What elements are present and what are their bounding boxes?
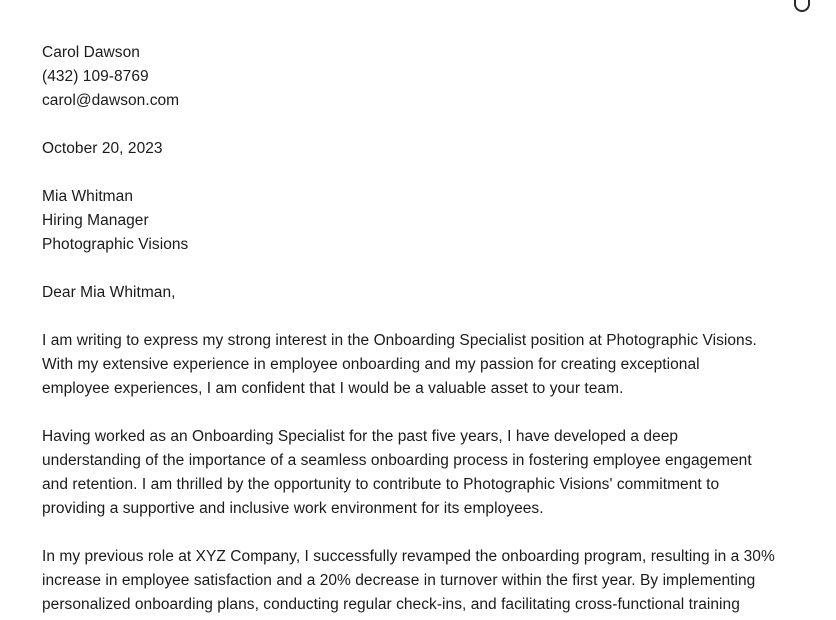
sender-name: Carol Dawson [42, 44, 140, 61]
paragraph-line: providing a supportive and inclusive work environment for its employees. [42, 500, 544, 517]
paragraph-line: Having worked as an Onboarding Specialist for the past five years, I have developed a deep [42, 428, 679, 445]
recipient-title: Hiring Manager [42, 212, 149, 229]
letter-date: October 20, 2023 [42, 140, 163, 157]
paragraph-intro [42, 329, 802, 401]
paragraph-line: and retention. I am thrilled by the opportunity to contribute to Photographic Visions' commitment to [42, 476, 720, 493]
recipient-name: Mia Whitman [42, 188, 133, 205]
paragraph-line: With my extensive experience in employee onboarding and my passion for creating exceptional [42, 356, 700, 373]
scroll-indicator-icon [794, 0, 810, 12]
paragraph-line: understanding of the importance of a seamless onboarding process in fostering employee engagement [42, 452, 752, 469]
sender-phone: (432) 109-8769 [42, 68, 149, 85]
recipient-company: Photographic Visions [42, 236, 189, 253]
paragraph-achievements [42, 545, 802, 617]
paragraph-experience [42, 425, 802, 521]
paragraph-line: personalized onboarding plans, conducting regular check-ins, and facilitating cross-functional training [42, 596, 740, 613]
salutation: Dear Mia Whitman, [42, 284, 176, 301]
paragraph-line: employee experiences, I am confident that I would be a valuable asset to your team. [42, 380, 624, 397]
paragraph-line: I am writing to express my strong interest in the Onboarding Specialist position at Photographic Visions. [42, 332, 757, 349]
sender-email: carol@dawson.com [42, 92, 180, 109]
cover-letter [42, 41, 802, 617]
paragraph-line: increase in employee satisfaction and a 20% decrease in turnover within the first year. By implementing [42, 572, 756, 589]
paragraph-line: In my previous role at XYZ Company, I successfully revamped the onboarding program, resulting in a 30% [42, 548, 775, 565]
